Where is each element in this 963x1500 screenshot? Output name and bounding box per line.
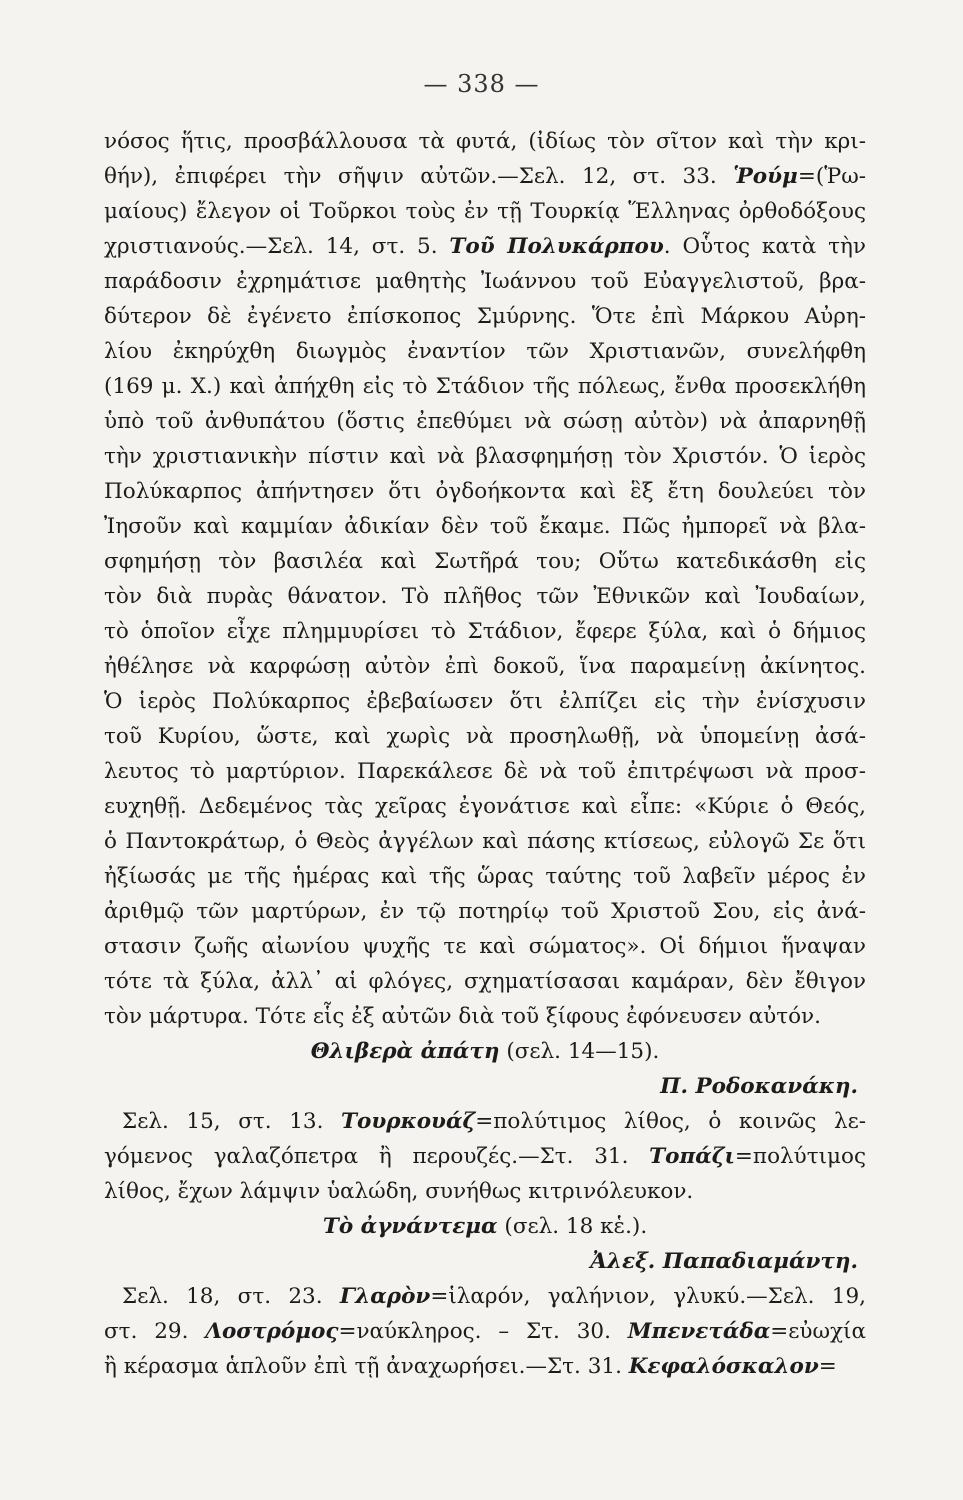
text-run: =εὐωχία <box>770 1319 866 1344</box>
text-line <box>104 894 866 929</box>
glossed-term: Τοῦ Πολυκάρπου <box>449 234 664 259</box>
text-line <box>104 1279 866 1314</box>
body-text <box>104 124 866 1384</box>
author-signature: Π. Ροδοκανάκη. <box>660 1074 858 1099</box>
text-run: Σελ. 18, στ. 23. <box>122 1284 340 1309</box>
section-heading-ref: (σελ. 18 κἑ.). <box>497 1214 648 1239</box>
text-line <box>104 684 866 719</box>
text-run: ἀριθμῷ τῶν μαρτύρων, ἐν τῷ ποτηρίῳ τοῦ Χριστοῦ Σου, εἰς ἀνά- <box>104 899 866 924</box>
text-line <box>104 999 866 1034</box>
section-heading-title: Θλιβερὰ ἀπάτη <box>310 1039 500 1064</box>
text-line <box>104 404 866 439</box>
glossed-term: Τοπάζι <box>649 1144 735 1169</box>
text-run: Πολύκαρπος ἀπήντησεν ὅτι ὀγδοήκοντα καὶ ἓξ ἔτη δουλεύει τὸν <box>104 479 866 504</box>
text-run: θήν), ἐπιφέρει τὴν σῆψιν αὐτῶν.—Σελ. 12, στ. 33. <box>104 164 734 189</box>
text-line <box>104 1314 866 1349</box>
text-run: στ. 29. <box>104 1319 206 1344</box>
text-run: (169 μ. Χ.) καὶ ἀπήχθη εἰς τὸ Στάδιον τῆς πόλεως, ἔνθα προσεκλήθη <box>104 374 866 399</box>
text-line <box>104 964 866 999</box>
glossed-term: Μπενετάδα <box>627 1319 771 1344</box>
text-line <box>104 929 866 964</box>
text-run: λίου ἐκηρύχθη διωγμὸς ἐναντίον τῶν Χριστιανῶν, συνελήφθη <box>104 339 866 364</box>
text-line <box>104 194 866 229</box>
text-run: . Οὗτος κατὰ τὴν <box>663 234 866 259</box>
text-run: γόμενος γαλαζόπετρα ἢ περουζές.—Στ. 31. <box>104 1144 650 1169</box>
text-run: ἠξίωσάς με τῆς ἡμέρας καὶ τῆς ὥρας ταύτης τοῦ λαβεῖν μέρος ἐν <box>104 864 866 889</box>
text-line <box>104 334 866 369</box>
text-line <box>104 1174 866 1209</box>
author-signature: Ἀλεξ. Παπαδιαμάντη. <box>590 1249 858 1274</box>
text-run: τὸ ὁποῖον εἶχε πλημμυρίσει τὸ Στάδιον, ἔφερε ξύλα, καὶ ὁ δήμιος <box>104 619 866 644</box>
text-line <box>104 544 866 579</box>
text-run: ὁ Παντοκράτωρ, ὁ Θεὸς ἀγγέλων καὶ πάσης κτίσεως, εὐλογῶ Σε ὅτι <box>104 829 866 854</box>
text-line <box>104 719 866 754</box>
text-run: χριστιανούς.—Σελ. 14, στ. 5. <box>104 234 450 259</box>
section-heading <box>104 1034 866 1069</box>
text-line <box>104 1139 866 1174</box>
commentary-paragraph <box>104 124 866 1034</box>
text-line <box>104 369 866 404</box>
text-run: νόσος ἥτις, προσβάλλουσα τὰ φυτά, (ἰδίως τὸν σῖτον καὶ τὴν κρι- <box>104 129 866 154</box>
text-line <box>104 264 866 299</box>
text-line <box>104 579 866 614</box>
text-line <box>104 299 866 334</box>
text-line <box>104 859 866 894</box>
text-line <box>104 1104 866 1139</box>
text-line <box>104 439 866 474</box>
text-run: =ναύκληρος. – Στ. 30. <box>338 1319 628 1344</box>
text-line <box>104 754 866 789</box>
text-run: ἢ κέρασμα ἁπλοῦν ἐπὶ τῇ ἀναχωρήσει.—Στ. 31. <box>104 1354 629 1379</box>
text-line <box>104 824 866 859</box>
glossed-term: Λοστρόμος <box>205 1319 339 1344</box>
text-line <box>104 159 866 194</box>
text-run: λίθος, ἔχων λάμψιν ὑαλώδη, συνήθως κιτρινόλευκον. <box>104 1179 694 1204</box>
section-heading-ref: (σελ. 14—15). <box>499 1039 660 1064</box>
glossed-term: Κεφαλόσκαλον <box>628 1354 819 1379</box>
text-run: παράδοσιν ἐχρημάτισε μαθητὴς Ἰωάννου τοῦ Εὐαγγελιστοῦ, βρα- <box>104 269 866 294</box>
text-run: ευχηθῇ. Δεδεμένος τὰς χεῖρας ἐγονάτισε καὶ εἶπε: «Κύριε ὁ Θεός, <box>104 794 866 819</box>
text-run: μαίους) ἔλεγον οἱ Τοῦρκοι τοὺς ἐν τῇ Τουρκίᾳ Ἕλληνας ὀρθοδόξους <box>104 199 866 224</box>
text-run: =πολύτιμος <box>734 1144 866 1169</box>
text-line <box>104 649 866 684</box>
glossed-term: Τουρκουάζ <box>341 1109 476 1134</box>
page-number: — 338 — <box>423 70 540 98</box>
section-heading <box>104 1209 866 1244</box>
text-run: =ἱλαρόν, γαλήνιον, γλυκύ.—Σελ. 19, <box>430 1284 866 1309</box>
text-line <box>104 509 866 544</box>
text-run: δύτερον δὲ ἐγένετο ἐπίσκοπος Σμύρνης. Ὅτε ἐπὶ Μάρκου Αὐρη- <box>104 304 866 329</box>
text-run: = <box>818 1354 837 1379</box>
text-run: τὴν χριστιανικὴν πίστιν καὶ νὰ βλασφημήσῃ τὸν Χριστόν. Ὁ ἱερὸς <box>104 444 866 469</box>
text-run: Ὁ ἱερὸς Πολύκαρπος ἐβεβαίωσεν ὅτι ἐλπίζει εἰς τὴν ἐνίσχυσιν <box>104 689 866 714</box>
text-line <box>104 124 866 159</box>
section-heading-title: Τὸ ἀγνάντεμα <box>322 1214 498 1239</box>
text-run: Σελ. 15, στ. 13. <box>122 1109 342 1134</box>
text-run: τότε τὰ ξύλα, ἀλλ᾽ αἱ φλόγες, σχηματίσασαι καμάραν, δὲν ἔθιγον <box>104 969 866 994</box>
text-run: τοῦ Κυρίου, ὥστε, καὶ χωρὶς νὰ προσηλωθῇ, νὰ ὑπομείνῃ ἀσά- <box>104 724 866 749</box>
text-line <box>104 789 866 824</box>
text-run: στασιν ζωῆς αἰωνίου ψυχῆς τε καὶ σώματος». Οἱ δήμιοι ἥναψαν <box>104 934 866 959</box>
glossed-term: Ῥούμ <box>733 164 798 189</box>
text-run: ὑπὸ τοῦ ἀνθυπάτου (ὅστις ἐπεθύμει νὰ σώσῃ αὐτὸν) νὰ ἀπαρνηθῇ <box>104 409 866 434</box>
text-run: =πολύτιμος λίθος, ὁ κοινῶς λε- <box>475 1109 866 1134</box>
text-run: Ἰησοῦν καὶ καμμίαν ἀδικίαν δὲν τοῦ ἔκαμε. Πῶς ἠμπορεῖ νὰ βλα- <box>104 514 866 539</box>
commentary-paragraph <box>104 1279 866 1384</box>
text-run: τὸν διὰ πυρὰς θάνατον. Τὸ πλῆθος τῶν Ἐθνικῶν καὶ Ἰουδαίων, <box>104 584 866 609</box>
glossed-term: Γλαρὸν <box>339 1284 431 1309</box>
text-run: τὸν μάρτυρα. Τότε εἷς ἐξ αὐτῶν διὰ τοῦ ξίφους ἐφόνευσεν αὐτόν. <box>104 1004 821 1029</box>
text-run: σφημήσῃ τὸν βασιλέα καὶ Σωτῆρά του; Οὕτω κατεδικάσθη εἰς <box>104 549 866 574</box>
text-line <box>104 229 866 264</box>
text-run: =(Ῥω- <box>797 164 866 189</box>
text-line <box>104 474 866 509</box>
text-line <box>104 614 866 649</box>
text-run: ἠθέλησε νὰ καρφώσῃ αὐτὸν ἐπὶ δοκοῦ, ἵνα παραμείνῃ ἀκίνητος. <box>104 654 866 679</box>
commentary-paragraph <box>104 1104 866 1209</box>
text-line <box>104 1349 866 1384</box>
text-run: λευτος τὸ μαρτύριον. Παρεκάλεσε δὲ νὰ τοῦ ἐπιτρέψωσι νὰ προσ- <box>104 759 866 784</box>
